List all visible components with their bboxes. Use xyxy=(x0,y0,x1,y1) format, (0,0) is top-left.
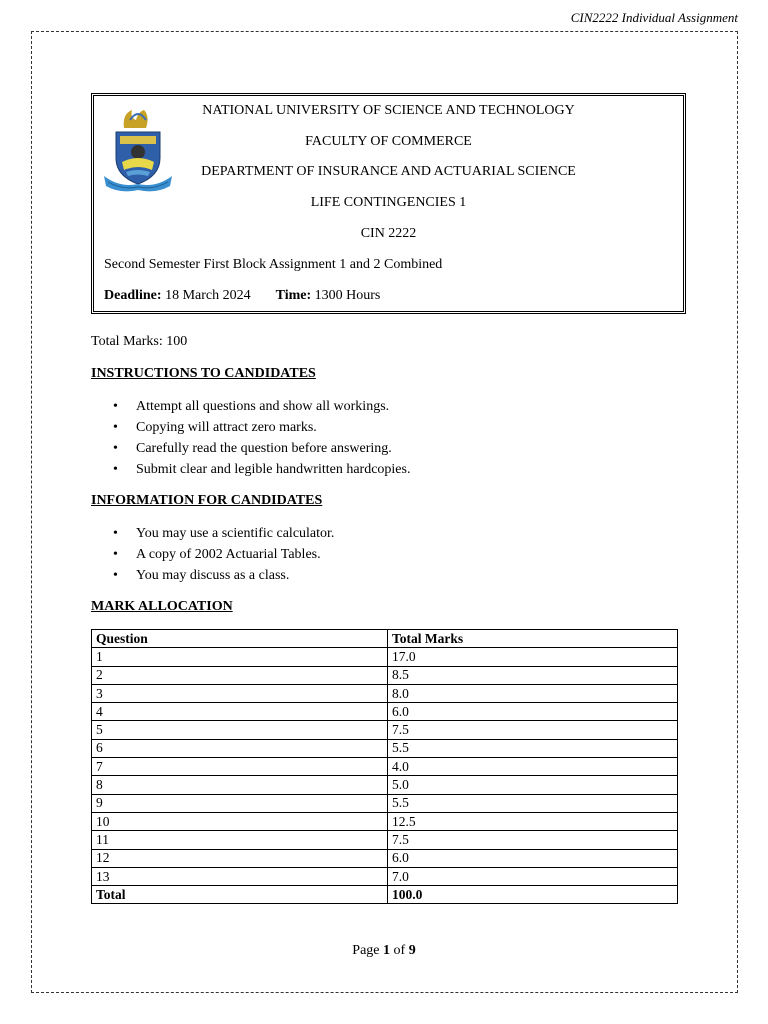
list-item: • You may discuss as a class. xyxy=(91,565,334,586)
list-item: • A copy of 2002 Actuarial Tables. xyxy=(91,544,334,565)
table-row xyxy=(92,776,678,794)
marks-cell: 8.0 xyxy=(388,684,678,702)
page-current: 1 xyxy=(383,943,391,958)
list-item: • Carefully read the question before answering. xyxy=(91,438,410,459)
question-number-cell: 13 xyxy=(92,867,388,885)
table-row xyxy=(92,831,678,849)
marks-cell: 4.0 xyxy=(388,758,678,776)
information-list xyxy=(91,523,334,586)
assignment-title: Second Semester First Block Assignment 1 and 2 Combined xyxy=(104,257,443,272)
course-code: CIN 2222 xyxy=(360,226,417,241)
list-item: • Attempt all questions and show all workings. xyxy=(91,396,410,417)
table-row xyxy=(92,794,678,812)
question-number-cell: 2 xyxy=(92,666,388,684)
question-number-cell: 12 xyxy=(92,849,388,867)
page-total: 9 xyxy=(408,943,416,958)
total-marks: Total Marks: 100 xyxy=(91,334,188,349)
title-block xyxy=(91,93,686,314)
marks-cell: 5.5 xyxy=(388,794,678,812)
question-number-cell: 4 xyxy=(92,703,388,721)
university-name: NATIONAL UNIVERSITY OF SCIENCE AND TECHNOLOGY xyxy=(202,103,575,118)
deadline-line xyxy=(104,288,380,304)
list-item: • Submit clear and legible handwritten hardcopies. xyxy=(91,459,410,480)
marks-cell: 7.5 xyxy=(388,831,678,849)
mark-allocation-rows xyxy=(92,648,678,886)
total-value: 100.0 xyxy=(388,886,678,904)
marks-cell: 17.0 xyxy=(388,648,678,666)
question-number-cell: 10 xyxy=(92,812,388,830)
table-row xyxy=(92,721,678,739)
mark-allocation-table xyxy=(91,629,678,904)
table-row xyxy=(92,849,678,867)
table-row xyxy=(92,739,678,757)
deadline-value: 18 March 2024 xyxy=(165,288,251,303)
question-number-cell: 1 xyxy=(92,648,388,666)
mark-allocation-heading: MARK ALLOCATION xyxy=(91,599,233,614)
table-header-row xyxy=(92,630,678,648)
running-header: CIN2222 Individual Assignment xyxy=(570,10,738,25)
page-word: Page xyxy=(352,943,380,958)
information-heading: INFORMATION FOR CANDIDATES xyxy=(91,493,323,508)
table-total-row xyxy=(92,886,678,904)
question-number-cell: 8 xyxy=(92,776,388,794)
marks-cell: 7.5 xyxy=(388,721,678,739)
column-header-marks: Total Marks xyxy=(388,630,678,648)
table-row xyxy=(92,867,678,885)
question-number-cell: 11 xyxy=(92,831,388,849)
page-footer xyxy=(0,943,768,959)
column-header-question: Question xyxy=(92,630,388,648)
table-row xyxy=(92,648,678,666)
marks-cell: 5.5 xyxy=(388,739,678,757)
list-item: • Copying will attract zero marks. xyxy=(91,417,410,438)
marks-cell: 12.5 xyxy=(388,812,678,830)
question-number-cell: 3 xyxy=(92,684,388,702)
list-item: • You may use a scientific calculator. xyxy=(91,523,334,544)
marks-cell: 6.0 xyxy=(388,703,678,721)
of-word: of xyxy=(393,943,406,958)
course-name: LIFE CONTINGENCIES 1 xyxy=(310,195,467,210)
marks-cell: 5.0 xyxy=(388,776,678,794)
total-label: Total xyxy=(92,886,388,904)
time-label: Time: xyxy=(275,288,312,303)
marks-cell: 6.0 xyxy=(388,849,678,867)
marks-cell: 7.0 xyxy=(388,867,678,885)
instructions-heading: INSTRUCTIONS TO CANDIDATES xyxy=(91,366,316,381)
department-name: DEPARTMENT OF INSURANCE AND ACTUARIAL SCIENCE xyxy=(201,164,576,179)
marks-cell: 8.5 xyxy=(388,666,678,684)
instructions-list xyxy=(91,396,410,480)
table-row xyxy=(92,703,678,721)
question-number-cell: 9 xyxy=(92,794,388,812)
table-row xyxy=(92,812,678,830)
question-number-cell: 5 xyxy=(92,721,388,739)
faculty-name: FACULTY OF COMMERCE xyxy=(305,134,472,149)
table-row xyxy=(92,758,678,776)
table-row xyxy=(92,684,678,702)
time-value: 1300 Hours xyxy=(314,288,381,303)
table-row xyxy=(92,666,678,684)
deadline-label: Deadline: xyxy=(104,288,162,303)
question-number-cell: 6 xyxy=(92,739,388,757)
question-number-cell: 7 xyxy=(92,758,388,776)
